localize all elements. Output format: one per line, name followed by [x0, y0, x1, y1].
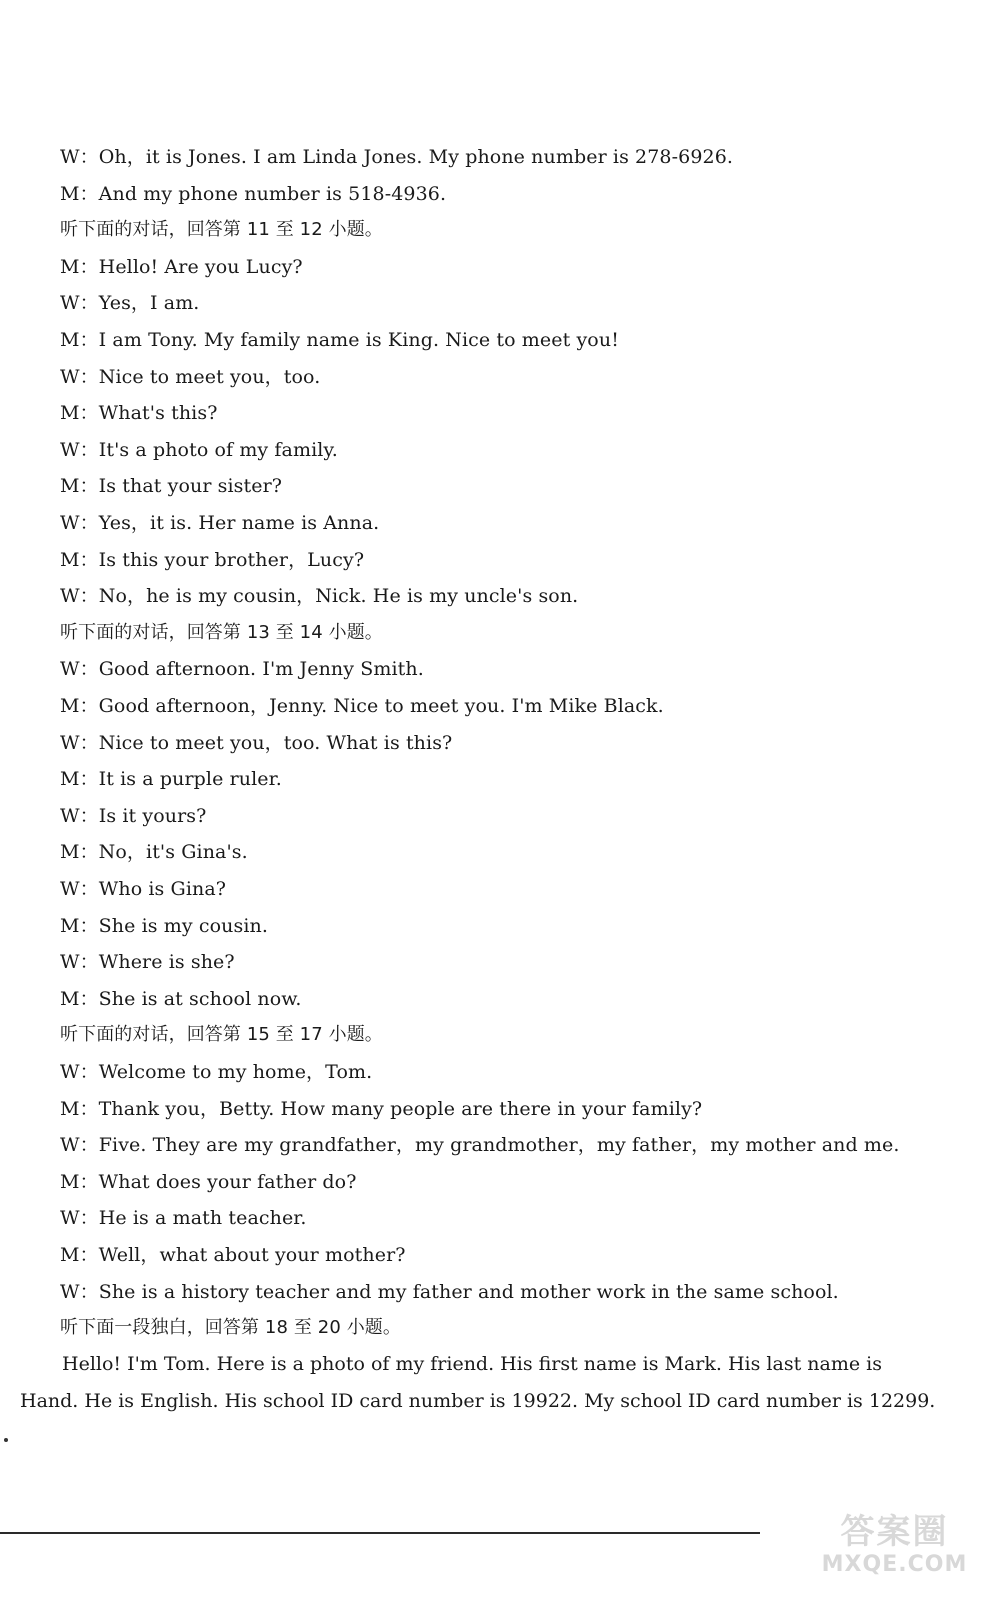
monologue-line-1: Hello! I'm Tom. Here is a photo of my friend. His first name is Mark. His last name is — [62, 1353, 882, 1375]
dialogue-line: W：She is a history teacher and my father and mother work in the same school. — [60, 1281, 839, 1303]
dialogue-line: M：And my phone number is 518-4936. — [60, 183, 447, 205]
watermark-bottom-text: MXQE.COM — [821, 1552, 968, 1577]
dialogue-line: M：She is my cousin. — [60, 915, 268, 937]
dialogue-line: W：Five. They are my grandfather，my grandmother，my father，my mother and me. — [60, 1134, 900, 1156]
dialogue-line: W：Is it yours? — [60, 805, 207, 827]
dialogue-line: M：Is this your brother，Lucy? — [60, 549, 365, 571]
dialogue-line: M：Good afternoon，Jenny. Nice to meet you. I'm Mike Black. — [60, 695, 664, 717]
dialogue-line: W：It's a photo of my family. — [60, 439, 338, 461]
dialogue-line: M：It is a purple ruler. — [60, 768, 282, 790]
dialogue-line: M：No，it's Gina's. — [60, 841, 248, 863]
dialogue-line: W：Good afternoon. I'm Jenny Smith. — [60, 658, 424, 680]
dialogue-line: W：Welcome to my home，Tom. — [60, 1061, 373, 1083]
speck-mark — [4, 1438, 8, 1442]
watermark-logo — [807, 1512, 982, 1592]
dialogue-line: M：What's this? — [60, 402, 218, 424]
section-instruction: 听下面一段独白，回答第 18 至 20 小题。 — [60, 1317, 401, 1338]
dialogue-line: M：Thank you，Betty. How many people are there in your family? — [60, 1098, 703, 1120]
watermark-top-text: 答案圈 — [840, 1512, 949, 1552]
dialogue-line: M：Hello! Are you Lucy? — [60, 256, 303, 278]
dialogue-line: M：Is that your sister? — [60, 475, 283, 497]
dialogue-line: W：Where is she? — [60, 951, 235, 973]
dialogue-line: M：What does your father do? — [60, 1171, 357, 1193]
dialogue-line: W：Nice to meet you，too. — [60, 366, 321, 388]
dialogue-line: W：Oh，it is Jones. I am Linda Jones. My phone number is 278-6926. — [60, 146, 734, 168]
section-instruction: 听下面的对话，回答第 15 至 17 小题。 — [60, 1024, 383, 1045]
dialogue-line: M：I am Tony. My family name is King. Nice to meet you! — [60, 329, 619, 351]
dialogue-line: W：Nice to meet you，too. What is this? — [60, 732, 453, 754]
dialogue-line: W：Yes，it is. Her name is Anna. — [60, 512, 380, 534]
dialogue-line: W：No，he is my cousin，Nick. He is my uncle's son. — [60, 585, 579, 607]
dialogue-line: W：Who is Gina? — [60, 878, 227, 900]
section-instruction: 听下面的对话，回答第 13 至 14 小题。 — [60, 622, 383, 643]
monologue-line-2: Hand. He is English. His school ID card number is 19922. My school ID card number is 12299. — [20, 1390, 936, 1412]
dialogue-line: M：She is at school now. — [60, 988, 302, 1010]
section-instruction: 听下面的对话，回答第 11 至 12 小题。 — [60, 219, 383, 240]
footer-rule — [0, 1532, 760, 1534]
dialogue-line: M：Well，what about your mother? — [60, 1244, 406, 1266]
dialogue-line: W：He is a math teacher. — [60, 1207, 307, 1229]
dialogue-line: W：Yes，I am. — [60, 292, 200, 314]
